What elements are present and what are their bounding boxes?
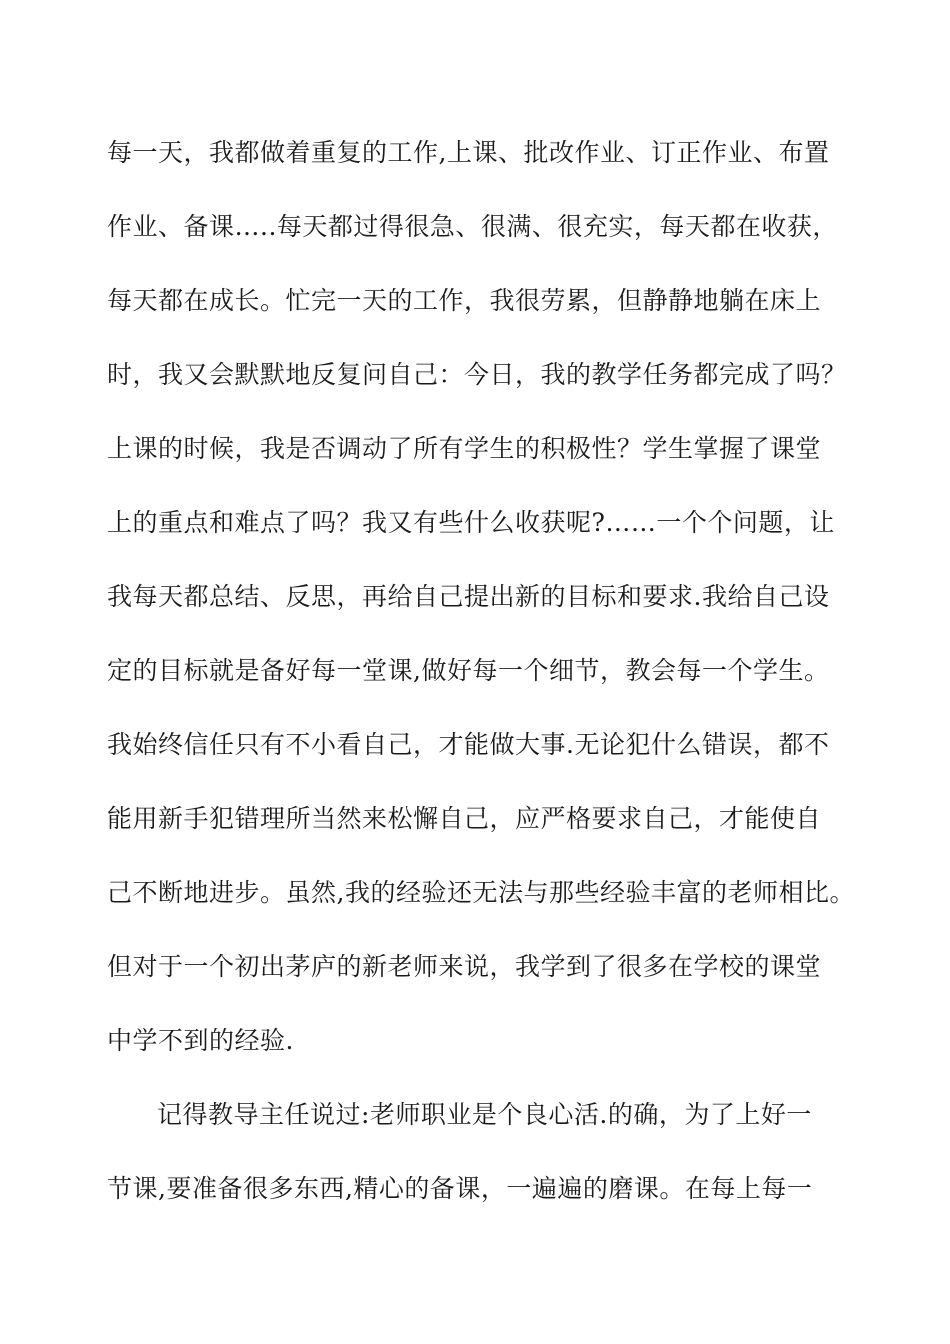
text-line: 能用新手犯错理所当然来松懈自己，应严格要求自己，才能使自: [107, 804, 822, 833]
text-line: 每天都在成长。忙完一天的工作，我很劳累，但静静地躺在床上: [107, 286, 822, 315]
text-line: 定的目标就是备好每一堂课,做好每一个细节，教会每一个学生。: [107, 656, 830, 685]
text-line: 我每天都总结、反思，再给自己提出新的目标和要求.我给自己设: [107, 582, 830, 611]
text-line: 节课,要准备很多东西,精心的备课，一遍遍的磨课。在每上每一: [107, 1174, 813, 1203]
text-line: 上课的时候，我是否调动了所有学生的积极性？学生掌握了课堂: [107, 434, 822, 463]
text-line: 中学不到的经验.: [107, 1026, 294, 1055]
text-line: 我始终信任只有不小看自己，才能做大事.无论犯什么错误，都不: [107, 730, 830, 759]
text-line: 上的重点和难点了吗？我又有些什么收获呢?……一个个问题，让: [107, 508, 835, 537]
text-line: 己不断地进步。虽然,我的经验还无法与那些经验丰富的老师相比。: [107, 878, 855, 907]
text-line: 时，我又会默默地反复问自己：今日，我的教学任务都完成了吗？: [107, 360, 847, 389]
text-line: 每一天，我都做着重复的工作,上课、批改作业、订正作业、布置: [107, 138, 830, 167]
text-line: 作业、备课…..每天都过得很急、很满、很充实，每天都在收获，: [107, 212, 838, 241]
text-line: 但对于一个初出茅庐的新老师来说，我学到了很多在学校的课堂: [107, 952, 822, 981]
paragraph-first-line: 记得教导主任说过:老师职业是个良心活.的确，为了上好一: [157, 1100, 812, 1129]
